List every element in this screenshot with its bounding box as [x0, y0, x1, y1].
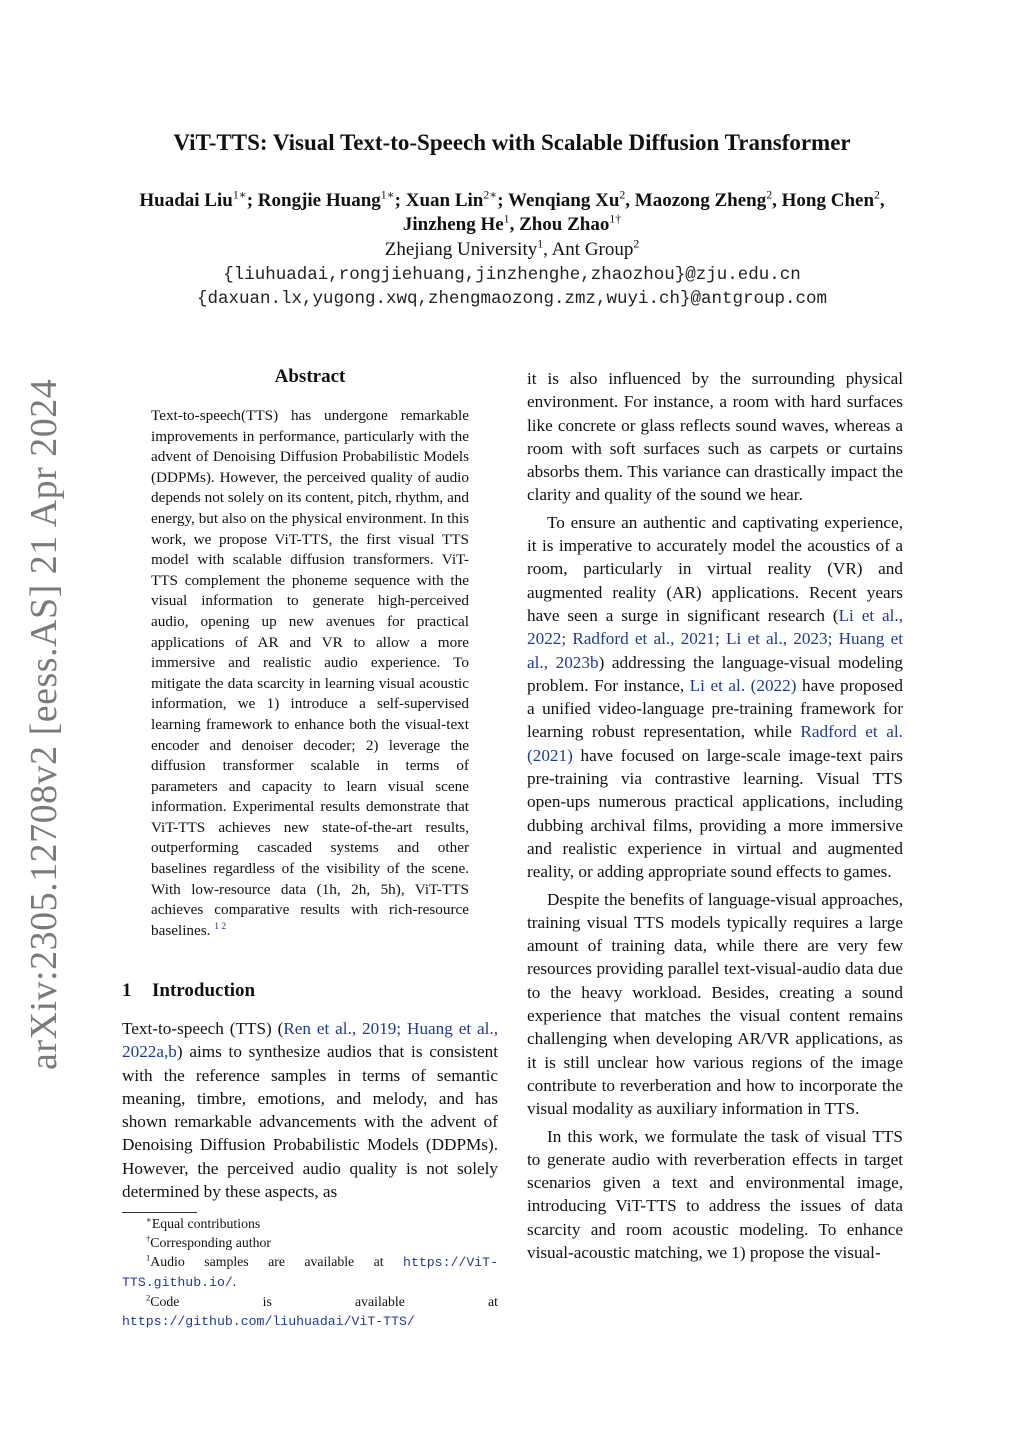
author-name: Huadai Liu — [139, 190, 233, 211]
footnote-code: $^2$Code is available at https://github.com/liuhuadai/ViT-TTS/ — [122, 1292, 498, 1329]
footnote-equal-contrib: ∗Equal contributions — [146, 1214, 261, 1231]
paragraph: To ensure an authentic and captivating experience, it is imperative to accurately model the acoustics of a room, particularly in virtual reality (VR) and augmented reality (AR) applications. Recent years have seen a surge in significant research (Li et al., 2022; Radford et al., 2021; Li et al., 2023; Huang et al., 2023b) addressing the language-visual modeling problem. For instance, Li et al. (2022) have proposed a unified video-language pre-training framework for learning robust representation, while Radford et al. (2021) have focused on large-scale image-text pairs pre-training via contrastive learning. Visual TTS open-ups numerous practical applications, including dubbing archival films, providing a more immersive and realistic experience in virtual and augmented reality, or adding appropriate sound effects to games. — [527, 512, 904, 882]
paragraph: Despite the benefits of language-visual approaches, training visual TTS models typically requires a large amount of training data, while there are very few resources providing parallel text-visual-audio data due to the heavy workload. Besides, creating a sound experience that matches the visual content remains challenging when developing AR/VR applications, as it is still unclear how various regions of the image contribute to reverberation and how to incorporate the visual modality as auxiliary information in TTS. — [527, 889, 903, 1119]
citation-link[interactable]: Radford et al. (2021) — [527, 722, 903, 765]
introduction-paragraph: Text-to-speech (TTS) (Ren et al., 2019; Huang et al., 2022a,b) aims to synthesize audios that is consistent with the reference samples in terms of semantic meaning, timbre, emotions, and melody, and has shown remarkable advancements with the advent of Denoising Diffusion Probabilistic Models (DDPMs). However, the perceived audio quality is not solely determined by these aspects, as — [122, 1019, 498, 1202]
abstract-body: Text-to-speech(TTS) has undergone remarkable improvements in performance, particularly with the advent of Denoising Diffusion Probabilistic Models (DDPMs). However, the perceived quality of audio depends not solely on its content, pitch, rhythm, and energy, but also on the physical environment. In this work, we propose ViT-TTS, the first visual TTS model with scalable diffusion transformers. ViT-TTS complement the phoneme sequence with the visual information to generate high-perceived audio, opening up new avenues for practical applications of AR and VR to allow a more immersive and realistic audio experience. To mitigate the data scarcity in learning visual acoustic information, we 1) introduce a self-supervised learning framework to enhance both the visual-text encoder and denoiser decoder; 2) leverage the diffusion transformer scalable in terms of parameters and capacity to learn visual scene information. Experimental results demonstrate that ViT-TTS achieves new state-of-the-art results, outperforming cascaded systems and other baselines regardless of the visibility of the scene. With low-resource data (1h, 2h, 5h), ViT-TTS achieves comparative results with rich-resource baselines. $^{1 2}$ — [151, 407, 469, 939]
paper-title: ViT-TTS: Visual Text-to-Speech with Scalable Diffusion Transformer — [173, 130, 851, 155]
author-name: ; Xuan Lin — [394, 190, 484, 211]
author-name: ; Rongjie Huang — [246, 190, 381, 211]
abstract-heading: Abstract — [274, 366, 346, 387]
footnote-audio-samples: $^1$Audio samples are available at https://ViT-TTS.github.io/. — [122, 1252, 498, 1290]
email-antgroup: {daxuan.lx,yugong.xwq,zhengmaozong.zmz,wuyi.ch}@antgroup.com — [196, 289, 828, 309]
author-list-line-1: Huadai Liu$^{1∗}$; Rongjie Huang$^{1∗}$; Xuan Lin$^{2∗}$; Wenqiang Xu$^2$, Maozong Zheng$^2$, Hong Chen$^2$, — [139, 188, 885, 211]
citation-link[interactable]: Li et al., 2022; Radford et al., 2021; Li et al., 2023; Huang et al., 2023b — [527, 605, 903, 672]
paragraph: In this work, we formulate the task of visual TTS to generate audio with reverberation effects in target scenarios given a text and environmental image, introducing ViT-TTS to address the issues of data scarcity and room acoustic modeling. To enhance visual-acoustic matching, we 1) propose the visual- — [527, 1126, 903, 1262]
code-repo-link[interactable]: https://github.com/liuhuadai/ViT-TTS/ — [122, 1314, 415, 1329]
email-zju: {liuhuadai,rongjiehuang,jinzhenghe,zhaozhou}@zju.edu.cn — [223, 265, 801, 285]
abstract-footnote-marks[interactable]: 1 2 — [214, 921, 227, 932]
affiliations: Zhejiang University$^1$, Ant Group$^2$ — [384, 237, 640, 260]
paragraph: it is also influenced by the surrounding physical environment. For instance, a room with hard surfaces like concrete or glass reflects sound waves, whereas a room with soft surfaces such as carpets or curtains absorbs them. This variance can drastically impact the clarity and quality of the sound we hear. — [527, 369, 903, 505]
author-name: Jinzheng He — [402, 214, 504, 235]
arxiv-identifier-stamp: arXiv:2305.12708v2 [eess.AS] 21 Apr 2024 — [23, 378, 65, 1070]
citation-link[interactable]: Ren et al., 2019; Huang et al., 2022a,b — [122, 1019, 498, 1062]
footnote-divider — [122, 1212, 197, 1213]
audio-samples-link[interactable]: https://ViT-TTS.github.io/ — [122, 1255, 498, 1290]
author-list-line-2: Jinzheng He$^1$, Zhou Zhao$^{1\dagger}$ — [402, 212, 622, 235]
footnotes — [122, 1214, 498, 1331]
right-column-text — [527, 367, 903, 1264]
citation-link[interactable]: Li et al. (2022) — [689, 675, 797, 695]
author-name: , Hong Chen — [772, 190, 875, 211]
footnote-corresponding: †Corresponding author — [146, 1233, 271, 1250]
section-heading-introduction: 1 Introduction — [122, 980, 256, 1001]
author-name: , Maozong Zheng — [625, 190, 767, 211]
author-name: ; Wenqiang Xu — [497, 190, 620, 211]
author-name: , Zhou Zhao — [509, 214, 610, 235]
